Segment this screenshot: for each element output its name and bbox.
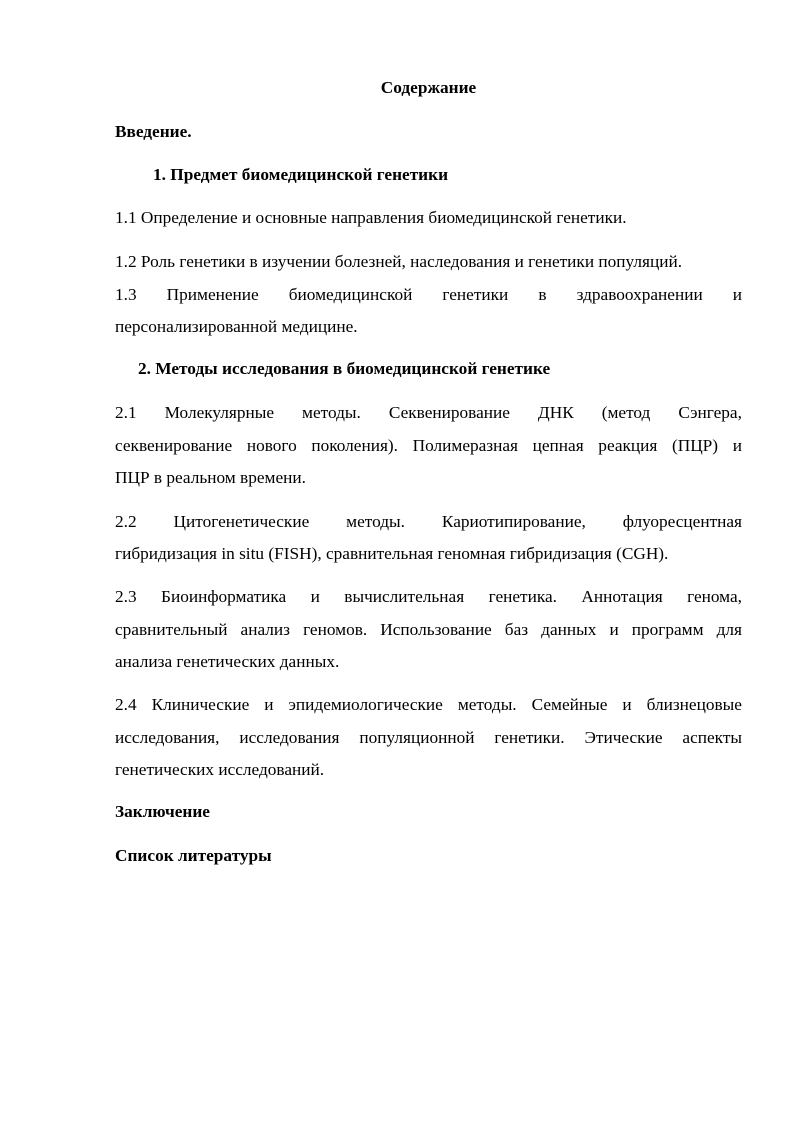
word: Сэнгера,: [678, 403, 742, 422]
word: 2.1: [115, 403, 137, 422]
word: сравнительный: [115, 620, 228, 639]
word: методы.: [346, 512, 405, 531]
word: Цитогенетические: [173, 512, 310, 531]
word: Секвенирование: [388, 403, 510, 422]
word: методы.: [457, 695, 517, 714]
word: 2.2: [115, 512, 137, 531]
word: и: [264, 695, 274, 714]
section2-heading: 2. Методы исследования в биомедицинской генетике: [138, 359, 551, 378]
word: секвенирование: [115, 436, 233, 455]
word: Клинические: [151, 695, 250, 714]
word: в: [538, 285, 547, 304]
section1-item3-line1: [115, 285, 742, 305]
word: Молекулярные: [164, 403, 275, 422]
section2-item3-line3: анализа генетических данных.: [115, 652, 340, 671]
section2-item1-line2: [115, 436, 742, 456]
word: Семейные: [531, 695, 608, 714]
word: вычислительная: [344, 587, 465, 606]
word: Кариотипирование,: [441, 512, 586, 531]
word: геномов.: [303, 620, 368, 639]
word: данных: [541, 620, 597, 639]
word: баз: [504, 620, 529, 639]
toc-conclusion: Заключение: [115, 802, 210, 821]
word: генетики: [442, 285, 509, 304]
word: аспекты: [682, 728, 742, 747]
section2-item3-line2: [115, 620, 742, 640]
section2-item4-line3: генетических исследований.: [115, 760, 325, 779]
word: генома,: [687, 587, 742, 606]
word: 2.3: [115, 587, 137, 606]
word: и: [310, 587, 320, 606]
word: ДНК: [537, 403, 574, 422]
toc-title: Содержание: [380, 78, 477, 97]
word: и: [732, 285, 742, 304]
word: реакция: [598, 436, 658, 455]
toc-intro: Введение.: [115, 122, 192, 141]
word: близнецовые: [646, 695, 742, 714]
word: Использование: [380, 620, 492, 639]
word: Аннотация: [581, 587, 663, 606]
section2-item1-line1: [115, 403, 742, 423]
toc-references: Список литературы: [115, 846, 272, 865]
word: поколения).: [311, 436, 398, 455]
word: эпидемиологические: [288, 695, 443, 714]
word: и: [622, 695, 632, 714]
word: (метод: [601, 403, 651, 422]
word: и: [609, 620, 619, 639]
word: анализ: [240, 620, 290, 639]
word: цепная: [532, 436, 584, 455]
word: флуоресцентная: [622, 512, 742, 531]
section2-item3-line1: [115, 587, 742, 607]
section1-item3-line2: персонализированной медицине.: [115, 317, 358, 336]
word: исследования,: [115, 728, 220, 747]
word: 1.3: [115, 285, 137, 304]
word: Применение: [166, 285, 259, 304]
word: программ: [631, 620, 704, 639]
word: биомедицинской: [288, 285, 413, 304]
section2-item1-line3: ПЦР в реальном времени.: [115, 468, 306, 487]
word: 2.4: [115, 695, 137, 714]
word: Полимеразная: [412, 436, 518, 455]
section1-heading: 1. Предмет биомедицинской генетики: [153, 165, 449, 184]
section2-item4-line1: [115, 695, 742, 715]
word: Этические: [584, 728, 663, 747]
word: и: [732, 436, 742, 455]
word: популяционной: [359, 728, 475, 747]
word: (ПЦР): [671, 436, 719, 455]
word: Биоинформатика: [161, 587, 287, 606]
section2-item2-line2: гибридизация in situ (FISH), сравнительная геномная гибридизация (CGH).: [115, 544, 669, 563]
word: генетика.: [488, 587, 557, 606]
word: исследования: [239, 728, 340, 747]
word: нового: [246, 436, 297, 455]
word: для: [716, 620, 742, 639]
section2-item2-line1: [115, 512, 742, 532]
section1-item2: 1.2 Роль генетики в изучении болезней, наследования и генетики популяций.: [115, 252, 683, 271]
word: здравоохранении: [576, 285, 703, 304]
section2-item4-line2: [115, 728, 742, 748]
section1-item1: 1.1 Определение и основные направления биомедицинской генетики.: [115, 208, 627, 227]
word: методы.: [302, 403, 361, 422]
word: генетики.: [494, 728, 565, 747]
